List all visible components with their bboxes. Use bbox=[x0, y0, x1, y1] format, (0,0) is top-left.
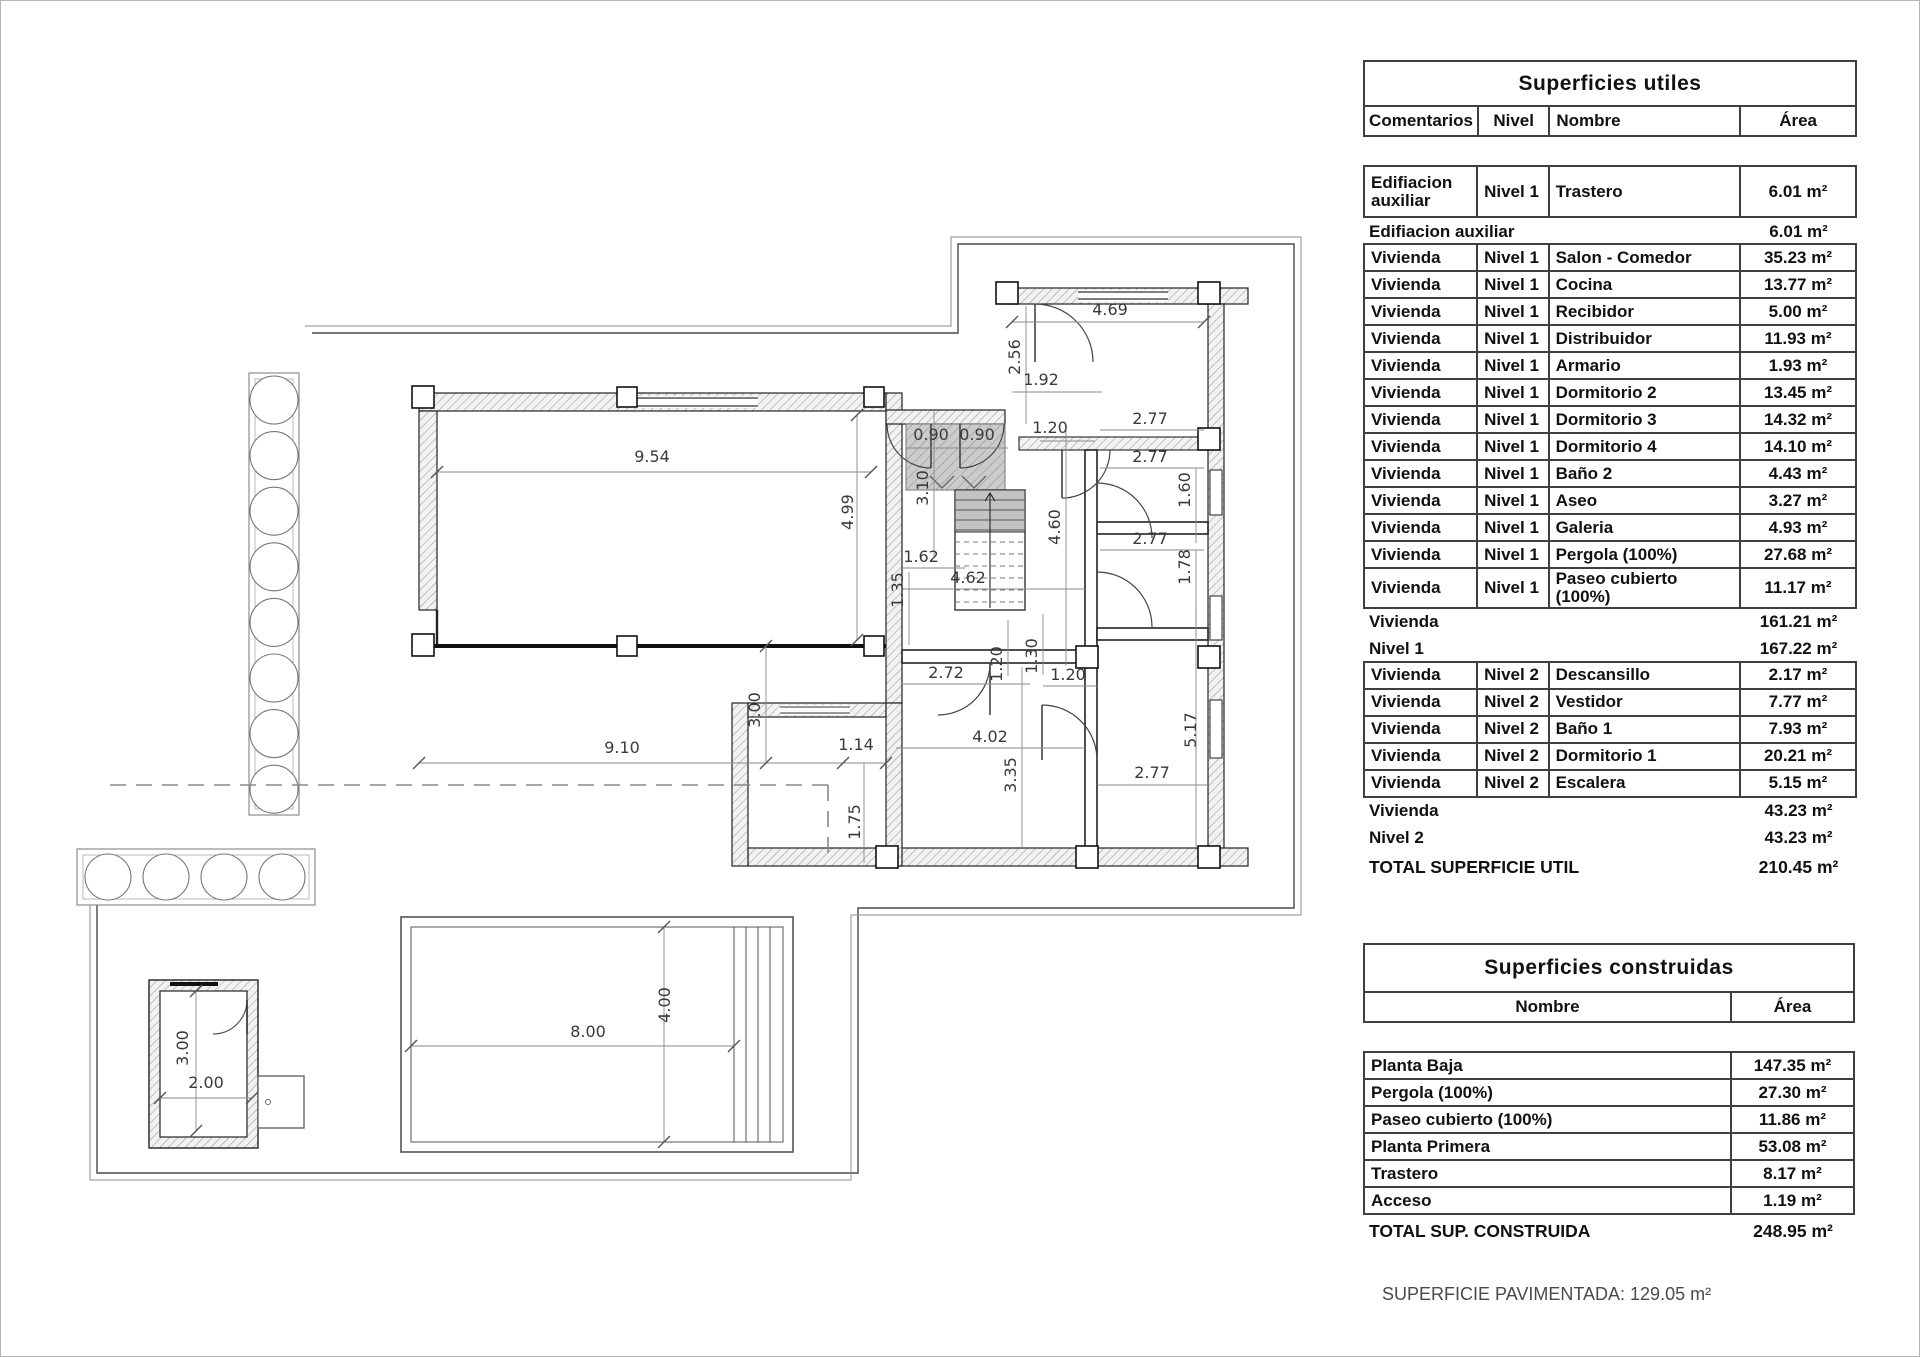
cell-area: 13.45 m² bbox=[1739, 380, 1855, 405]
cell-nivel: Nivel 1 bbox=[1476, 380, 1547, 405]
cell-comentarios: Edifiacion auxiliar bbox=[1371, 172, 1453, 210]
dimension-label: 1.14 bbox=[838, 735, 874, 754]
total-row bbox=[1363, 1215, 1855, 1247]
cell-comentarios: Vivienda bbox=[1371, 382, 1441, 402]
table-row bbox=[1363, 715, 1857, 744]
cell-nombre: Paseo cubierto (100%) bbox=[1371, 1109, 1553, 1129]
cell-comentarios: Vivienda bbox=[1371, 577, 1441, 597]
dimension-label: 9.54 bbox=[634, 447, 670, 466]
tree bbox=[250, 654, 298, 702]
cell-nivel: Nivel 1 bbox=[1476, 569, 1547, 607]
subtotal-row bbox=[1363, 798, 1857, 825]
cell-nivel: Nivel 1 bbox=[1476, 542, 1547, 567]
total-area: 248.95 m² bbox=[1753, 1220, 1833, 1241]
cell-comentarios: Vivienda bbox=[1371, 463, 1441, 483]
table-row bbox=[1363, 688, 1857, 717]
cell-nivel: Nivel 1 bbox=[1476, 515, 1547, 540]
cell-area: 11.93 m² bbox=[1739, 326, 1855, 351]
table-header bbox=[1363, 993, 1855, 1023]
cell-nivel: Nivel 1 bbox=[1476, 407, 1547, 432]
trees bbox=[85, 376, 305, 900]
col-header-area: Área bbox=[1730, 993, 1853, 1021]
cell-area: 20.21 m² bbox=[1739, 744, 1855, 769]
tree bbox=[201, 854, 247, 900]
cell-nombre: Trastero bbox=[1548, 167, 1739, 216]
dimension-label: 3.35 bbox=[1001, 757, 1020, 793]
cell-area: 7.77 m² bbox=[1739, 690, 1855, 715]
subtotal-label: Vivienda bbox=[1369, 801, 1439, 821]
cell-nombre: Dormitorio 4 bbox=[1548, 434, 1739, 459]
table-header bbox=[1363, 107, 1857, 137]
dimension-label: 4.02 bbox=[972, 727, 1008, 746]
cell-nombre: Vestidor bbox=[1548, 690, 1739, 715]
subtotal-row bbox=[1363, 218, 1857, 245]
staircase bbox=[955, 490, 1025, 610]
dimension-label: 8.00 bbox=[570, 1022, 606, 1041]
subtotal-area: 161.21 m² bbox=[1759, 612, 1838, 632]
subtotal-label: TOTAL SUPERFICIE UTIL bbox=[1369, 857, 1580, 877]
cell-nombre: Planta Baja bbox=[1371, 1055, 1463, 1075]
cell-nombre: Planta Primera bbox=[1371, 1136, 1491, 1156]
cell-comentarios: Vivienda bbox=[1371, 409, 1441, 429]
dimension-label: 3.00 bbox=[173, 1030, 192, 1066]
cell-area: 4.43 m² bbox=[1739, 461, 1855, 486]
tree bbox=[250, 432, 298, 480]
total-row bbox=[1363, 852, 1857, 883]
cell-nombre: Aseo bbox=[1548, 488, 1739, 513]
dimension-label: 0.90 bbox=[959, 425, 995, 444]
cell-nivel: Nivel 1 bbox=[1476, 245, 1547, 270]
tree bbox=[250, 376, 298, 424]
cell-area: 35.23 m² bbox=[1739, 245, 1855, 270]
subtotal-row bbox=[1363, 636, 1857, 663]
cell-nivel: Nivel 2 bbox=[1476, 744, 1547, 769]
cell-nombre: Dormitorio 1 bbox=[1548, 744, 1739, 769]
dimension-label: 2.77 bbox=[1134, 763, 1170, 782]
cell-nombre: Pergola (100%) bbox=[1548, 542, 1739, 567]
cell-nombre: Cocina bbox=[1548, 272, 1739, 297]
subtotal-area: 43.23 m² bbox=[1764, 801, 1833, 821]
dimension-label: 4.00 bbox=[655, 987, 674, 1023]
cell-comentarios: Vivienda bbox=[1371, 665, 1441, 685]
dimension-label: 2.56 bbox=[1005, 339, 1024, 375]
col-header-area: Área bbox=[1739, 107, 1855, 135]
dimension-label: 1.35 bbox=[888, 572, 907, 608]
table-row bbox=[1363, 405, 1857, 434]
dimension-label: 1.20 bbox=[1050, 665, 1086, 684]
cell-comentarios: Vivienda bbox=[1371, 301, 1441, 321]
dimension-label: 5.17 bbox=[1181, 712, 1200, 748]
table-row bbox=[1363, 351, 1857, 380]
cell-area: 3.27 m² bbox=[1739, 488, 1855, 513]
cell-area: 1.19 m² bbox=[1730, 1188, 1853, 1213]
dimension-label: 2.00 bbox=[188, 1073, 224, 1092]
tree bbox=[250, 543, 298, 591]
subtotal-label: Nivel 2 bbox=[1369, 828, 1424, 848]
cell-nombre: Dormitorio 3 bbox=[1548, 407, 1739, 432]
trastero-building bbox=[149, 980, 258, 1148]
table-row bbox=[1363, 567, 1857, 609]
cell-area: 27.68 m² bbox=[1739, 542, 1855, 567]
table-row bbox=[1363, 165, 1857, 218]
dimension-label: 4.60 bbox=[1045, 509, 1064, 545]
cell-area: 13.77 m² bbox=[1739, 272, 1855, 297]
cell-nombre: Pergola (100%) bbox=[1371, 1082, 1493, 1102]
cell-nivel: Nivel 1 bbox=[1476, 272, 1547, 297]
superficies-construidas-table bbox=[1363, 943, 1855, 1247]
cell-nivel: Nivel 2 bbox=[1476, 717, 1547, 742]
cell-nombre: Armario bbox=[1548, 353, 1739, 378]
table-row bbox=[1363, 1132, 1855, 1161]
table-row bbox=[1363, 1078, 1855, 1107]
col-header-nombre: Nombre bbox=[1548, 107, 1739, 135]
cell-area: 11.86 m² bbox=[1730, 1107, 1853, 1132]
cell-comentarios: Vivienda bbox=[1371, 719, 1441, 739]
table-row bbox=[1363, 270, 1857, 299]
subtotal-row bbox=[1363, 825, 1857, 852]
table-row bbox=[1363, 324, 1857, 353]
cell-area: 7.93 m² bbox=[1739, 717, 1855, 742]
tree bbox=[250, 710, 298, 758]
subtotal-label: Edifiacion auxiliar bbox=[1369, 221, 1515, 241]
table-row bbox=[1363, 1159, 1855, 1188]
cell-comentarios: Vivienda bbox=[1371, 692, 1441, 712]
table-title: Superficies utiles bbox=[1363, 60, 1857, 107]
subtotal-area: 6.01 m² bbox=[1769, 221, 1828, 241]
dimension-label: 4.99 bbox=[838, 494, 857, 530]
dimension-label: 9.10 bbox=[604, 738, 640, 757]
cell-area: 14.32 m² bbox=[1739, 407, 1855, 432]
table-row bbox=[1363, 243, 1857, 272]
dimension-label: 1.20 bbox=[1032, 418, 1068, 437]
paved-surface-note: SUPERFICIE PAVIMENTADA: 129.05 m² bbox=[1382, 1284, 1712, 1304]
table-row bbox=[1363, 459, 1857, 488]
cell-nombre: Baño 1 bbox=[1548, 717, 1739, 742]
cell-nombre: Trastero bbox=[1371, 1163, 1439, 1183]
cell-area: 4.93 m² bbox=[1739, 515, 1855, 540]
dimension-label: 2.77 bbox=[1132, 409, 1168, 428]
table-row bbox=[1363, 1051, 1855, 1080]
tree bbox=[250, 598, 298, 646]
cell-area: 1.93 m² bbox=[1739, 353, 1855, 378]
col-header-nivel: Nivel bbox=[1477, 107, 1548, 135]
cell-nivel: Nivel 1 bbox=[1476, 461, 1547, 486]
cell-nivel: Nivel 1 bbox=[1476, 434, 1547, 459]
cell-area: 6.01 m² bbox=[1739, 167, 1855, 216]
cell-comentarios: Vivienda bbox=[1371, 355, 1441, 375]
cell-comentarios: Vivienda bbox=[1371, 274, 1441, 294]
cell-comentarios: Vivienda bbox=[1371, 328, 1441, 348]
cell-area: 8.17 m² bbox=[1730, 1161, 1853, 1186]
cell-area: 147.35 m² bbox=[1730, 1053, 1853, 1078]
cell-comentarios: Vivienda bbox=[1371, 773, 1441, 793]
subtotal-row bbox=[1363, 609, 1857, 636]
dimension-label: 3.00 bbox=[745, 692, 764, 728]
tree bbox=[250, 765, 298, 813]
dimension-label: 3.10 bbox=[913, 470, 932, 506]
subtotal-label: Nivel 1 bbox=[1369, 639, 1424, 659]
cell-nivel: Nivel 2 bbox=[1476, 771, 1547, 796]
tree bbox=[259, 854, 305, 900]
dimension-label: 2.77 bbox=[1132, 447, 1168, 466]
cell-nombre: Distribuidor bbox=[1548, 326, 1739, 351]
cell-comentarios: Vivienda bbox=[1371, 517, 1441, 537]
cell-comentarios: Vivienda bbox=[1371, 746, 1441, 766]
table-row bbox=[1363, 486, 1857, 515]
dimension-label: 1.30 bbox=[1022, 638, 1041, 674]
cell-nivel: Nivel 1 bbox=[1476, 488, 1547, 513]
cell-area: 5.15 m² bbox=[1739, 771, 1855, 796]
dimension-label: 2.72 bbox=[928, 663, 964, 682]
tree bbox=[85, 854, 131, 900]
dimension-label: 1.60 bbox=[1175, 472, 1194, 508]
cell-area: 11.17 m² bbox=[1739, 569, 1855, 607]
cell-area: 5.00 m² bbox=[1739, 299, 1855, 324]
cell-nivel: Nivel 1 bbox=[1476, 167, 1547, 216]
total-label: TOTAL SUP. CONSTRUIDA bbox=[1369, 1220, 1591, 1241]
col-header-comentarios: Comentarios bbox=[1369, 111, 1473, 131]
dimension-label: 1.75 bbox=[845, 804, 864, 840]
subtotal-area: 167.22 m² bbox=[1759, 639, 1838, 659]
cell-nombre: Acceso bbox=[1371, 1190, 1432, 1210]
table-row bbox=[1363, 1186, 1855, 1215]
subtotal-area: 43.23 m² bbox=[1764, 828, 1833, 848]
dimension-label: 0.90 bbox=[913, 425, 949, 444]
cell-comentarios: Vivienda bbox=[1371, 544, 1441, 564]
cell-nombre: Descansillo bbox=[1548, 663, 1739, 688]
cell-nivel: Nivel 2 bbox=[1476, 690, 1547, 715]
cell-nombre: Recibidor bbox=[1548, 299, 1739, 324]
subtotal-label: Vivienda bbox=[1369, 612, 1439, 632]
tree bbox=[250, 487, 298, 535]
cell-nombre: Baño 2 bbox=[1548, 461, 1739, 486]
cell-comentarios: Vivienda bbox=[1371, 490, 1441, 510]
dimension-label: 1.92 bbox=[1023, 370, 1059, 389]
cell-comentarios: Vivienda bbox=[1371, 436, 1441, 456]
cell-area: 27.30 m² bbox=[1730, 1080, 1853, 1105]
cell-nombre: Dormitorio 2 bbox=[1548, 380, 1739, 405]
table-row bbox=[1363, 540, 1857, 569]
subtotal-area: 210.45 m² bbox=[1758, 857, 1839, 877]
dimension-label: 1.78 bbox=[1175, 549, 1194, 585]
cell-area: 14.10 m² bbox=[1739, 434, 1855, 459]
dimension-label: 1.20 bbox=[987, 646, 1006, 682]
cell-nivel: Nivel 1 bbox=[1476, 326, 1547, 351]
tree bbox=[143, 854, 189, 900]
table-row bbox=[1363, 661, 1857, 690]
acceso-structure bbox=[258, 1076, 304, 1128]
cell-nombre: Paseo cubierto (100%) bbox=[1548, 569, 1739, 607]
col-header-nombre: Nombre bbox=[1515, 997, 1580, 1017]
dimension-label: 2.77 bbox=[1132, 529, 1168, 548]
cell-nivel: Nivel 1 bbox=[1476, 353, 1547, 378]
cell-comentarios: Vivienda bbox=[1371, 247, 1441, 267]
table-row bbox=[1363, 432, 1857, 461]
table-row bbox=[1363, 769, 1857, 798]
table-row bbox=[1363, 513, 1857, 542]
cell-area: 2.17 m² bbox=[1739, 663, 1855, 688]
dimension-label: 1.62 bbox=[903, 547, 939, 566]
table-row bbox=[1363, 1105, 1855, 1134]
table-row bbox=[1363, 378, 1857, 407]
pergola bbox=[412, 386, 886, 656]
cell-nombre: Escalera bbox=[1548, 771, 1739, 796]
cell-nombre: Salon - Comedor bbox=[1548, 245, 1739, 270]
superficies-utiles-table bbox=[1363, 60, 1857, 883]
table-title: Superficies construidas bbox=[1363, 943, 1855, 993]
cell-nivel: Nivel 1 bbox=[1476, 299, 1547, 324]
table-row bbox=[1363, 297, 1857, 326]
cell-nombre: Galeria bbox=[1548, 515, 1739, 540]
cell-area: 53.08 m² bbox=[1730, 1134, 1853, 1159]
cell-nivel: Nivel 2 bbox=[1476, 663, 1547, 688]
table-row bbox=[1363, 742, 1857, 771]
dimension-label: 4.69 bbox=[1092, 300, 1128, 319]
dimension-label: 4.62 bbox=[950, 568, 986, 587]
